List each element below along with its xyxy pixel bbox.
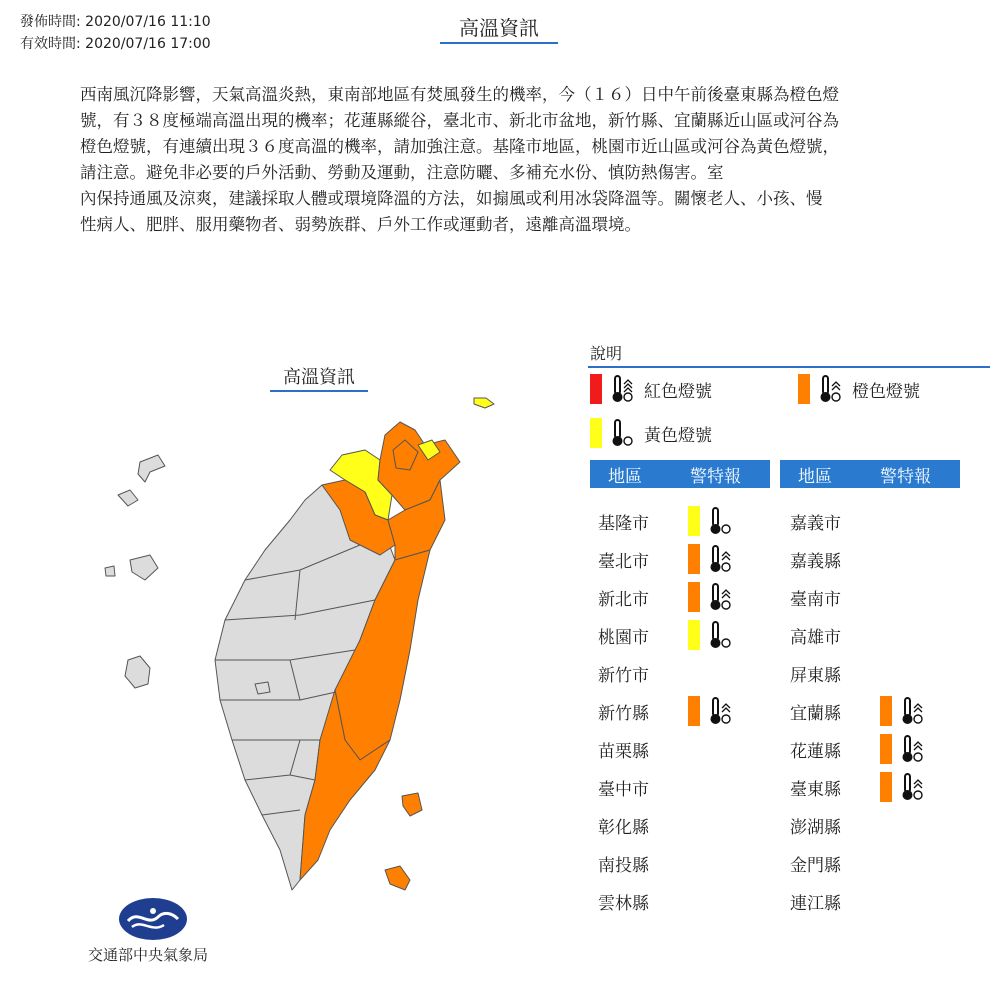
map-island-penghu-5 — [125, 656, 150, 688]
table-row — [598, 772, 688, 802]
description-line: 內保持通風及涼爽，建議採取人體或環境降溫的方法，如搧風或利用冰袋降溫等。關懷老人、小孩、慢 — [80, 189, 823, 208]
table-row — [790, 582, 880, 612]
orange-swatch — [688, 544, 700, 574]
thermometer-icon — [708, 544, 732, 574]
table-row — [598, 506, 732, 536]
thermometer-icon — [708, 582, 732, 612]
region-name: 彰化縣 — [598, 817, 649, 838]
table-header-left — [590, 460, 770, 488]
region-name: 桃園市 — [598, 627, 649, 648]
description-line: 西南風沉降影響，天氣高溫炎熱，東南部地區有焚風發生的機率，今（１６）日中午前後臺東縣為橙色燈 — [80, 85, 839, 104]
table-row — [790, 620, 880, 650]
valid-time-label: 有效時間: — [20, 36, 81, 52]
description-line: 號，有３８度極端高溫出現的機率；花蓮縣縱谷，臺北市、新北市盆地，新竹縣、宜蘭縣近山區或河谷為 — [80, 111, 839, 130]
table-row — [598, 582, 732, 612]
thermometer-icon — [708, 696, 732, 726]
warning-indicator — [688, 620, 732, 650]
region-name: 基隆市 — [598, 513, 649, 534]
table-row — [598, 696, 732, 726]
table-row — [790, 810, 880, 840]
region-name: 新竹市 — [598, 665, 649, 686]
table-row — [598, 544, 732, 574]
page-title: 高溫資訊 — [440, 14, 558, 44]
warning-indicator — [688, 696, 732, 726]
thermometer-icon — [610, 374, 634, 404]
table-row — [790, 544, 880, 574]
col-warning-header: 警特報 — [690, 466, 741, 487]
legend-divider — [588, 366, 990, 368]
warning-indicator — [688, 582, 732, 612]
region-name: 苗栗縣 — [598, 741, 649, 762]
legend-item-orange — [798, 374, 920, 404]
legend-item-red — [590, 374, 712, 404]
table-row — [790, 734, 924, 764]
thermometer-icon — [900, 734, 924, 764]
table-row — [790, 506, 880, 536]
col-warning-header: 警特報 — [880, 466, 931, 487]
table-row — [598, 734, 688, 764]
region-name: 新北市 — [598, 589, 649, 610]
orange-swatch — [880, 696, 892, 726]
table-row — [790, 658, 880, 688]
yellow-swatch — [590, 418, 602, 448]
valid-time-value: 2020/07/16 17:00 — [85, 36, 211, 52]
legend-title: 說明 — [590, 344, 623, 363]
warning-indicator — [688, 506, 732, 536]
warning-indicator — [880, 696, 924, 726]
legend-label-red: 紅色燈號 — [644, 381, 712, 402]
issue-time-value: 2020/07/16 11:10 — [85, 14, 211, 30]
map-island-penghu-4 — [105, 566, 115, 576]
region-name: 南投縣 — [598, 855, 649, 876]
thermometer-icon — [900, 696, 924, 726]
warning-indicator — [880, 772, 924, 802]
region-name: 臺南市 — [790, 589, 841, 610]
map-island-green — [402, 793, 422, 816]
table-row — [790, 848, 880, 878]
legend-label-orange: 橙色燈號 — [852, 381, 920, 402]
table-row — [790, 886, 880, 916]
region-name: 連江縣 — [790, 893, 841, 914]
red-swatch — [590, 374, 602, 404]
orange-swatch — [688, 582, 700, 612]
table-row — [598, 848, 688, 878]
legend-item-yellow — [590, 418, 712, 448]
map-island-penghu-2 — [118, 490, 138, 506]
cwb-logo-icon — [118, 897, 188, 941]
table-row — [598, 810, 688, 840]
region-name: 雲林縣 — [598, 893, 649, 914]
warning-indicator — [880, 734, 924, 764]
region-name: 金門縣 — [790, 855, 841, 876]
region-name: 臺中市 — [598, 779, 649, 800]
description-line: 請注意。避免非必要的戶外活動、勞動及運動，注意防曬、多補充水份、慎防熱傷害。室 — [80, 163, 724, 182]
region-name: 嘉義縣 — [790, 551, 841, 572]
description-line: 橙色燈號，有連續出現３６度高溫的機率，請加強注意。基隆市地區，桃園市近山區或河谷為黃色燈號， — [80, 137, 839, 156]
col-region-header: 地區 — [608, 466, 642, 487]
warning-indicator — [688, 544, 732, 574]
thermometer-icon — [818, 374, 842, 404]
region-name: 高雄市 — [790, 627, 841, 648]
region-name: 臺北市 — [598, 551, 649, 572]
thermometer-icon — [900, 772, 924, 802]
table-row — [790, 772, 924, 802]
orange-swatch — [688, 696, 700, 726]
description-line: 性病人、肥胖、服用藥物者、弱勢族群、戶外工作或運動者，遠離高溫環境。 — [80, 215, 641, 234]
yellow-swatch — [688, 620, 700, 650]
region-name: 臺東縣 — [790, 779, 841, 800]
region-name: 新竹縣 — [598, 703, 649, 724]
map-island-penghu-6 — [255, 682, 270, 694]
map-island-penghu-3 — [130, 555, 158, 580]
map-title: 高溫資訊 — [270, 366, 368, 392]
region-name: 宜蘭縣 — [790, 703, 841, 724]
thermometer-icon — [610, 418, 634, 448]
orange-swatch — [880, 772, 892, 802]
table-row — [598, 658, 688, 688]
region-name: 花蓮縣 — [790, 741, 841, 762]
map-island-keelung-islet — [474, 398, 494, 408]
table-row — [598, 886, 688, 916]
col-region-header: 地區 — [798, 466, 832, 487]
map-island-penghu-1 — [138, 455, 165, 482]
table-header-right — [780, 460, 960, 488]
orange-swatch — [798, 374, 810, 404]
map-island-orchid — [385, 866, 410, 890]
table-row — [598, 620, 732, 650]
legend-label-yellow: 黃色燈號 — [644, 425, 712, 446]
region-name: 嘉義市 — [790, 513, 841, 534]
orange-swatch — [880, 734, 892, 764]
agency-name: 交通部中央氣象局 — [88, 946, 209, 964]
region-name: 屏東縣 — [790, 665, 841, 686]
thermometer-icon — [708, 620, 732, 650]
region-name: 澎湖縣 — [790, 817, 841, 838]
issue-time-label: 發佈時間: — [20, 14, 81, 30]
thermometer-icon — [708, 506, 732, 536]
table-row — [790, 696, 924, 726]
yellow-swatch — [688, 506, 700, 536]
